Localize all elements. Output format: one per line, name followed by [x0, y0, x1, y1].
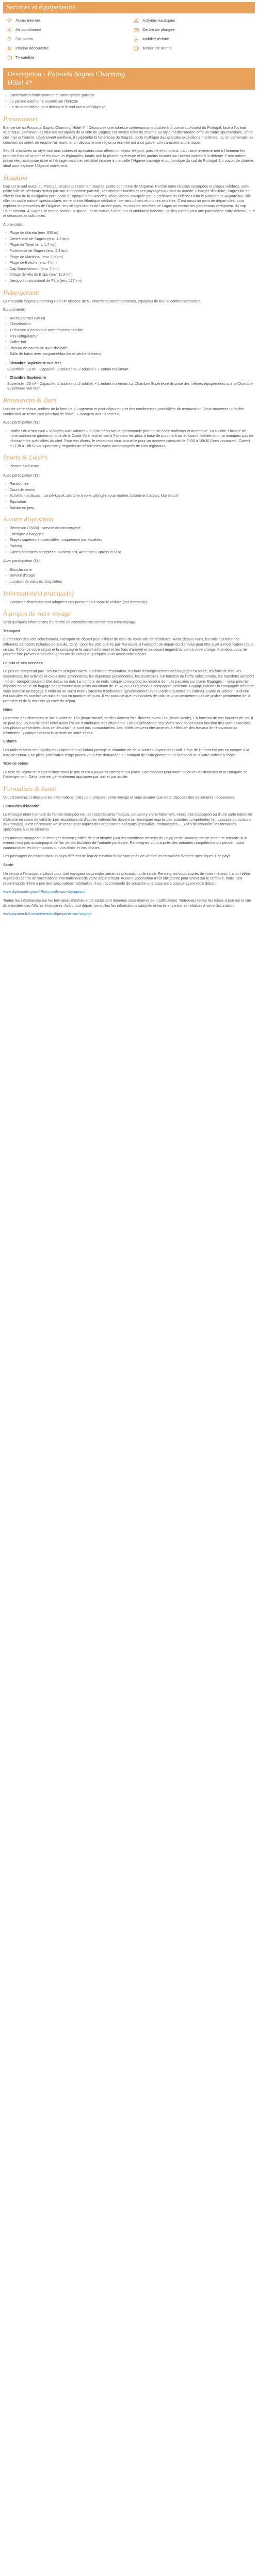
list-item: • Confortables établissement et l'atmosphère paisible — [5, 93, 94, 97]
sports-list — [3, 481, 255, 510]
presentation-paragraph: Ses 51 chambres au style aux tons sobres et apaisants vous offrent un séjour élégant, paisible et lumineux. La cuisine inventive met à l'honneur les produits frais de la mer et les saveurs régionales, tandis que la piscine extérieure et les jardins ouverts sur l'océan invitent à la détente. Entre nature préservée, patrimoine riche et héritage maritime, cet hôtel incarne à merveille l'Algarve sauvage et authentique du sud du Portugal. Un cocon de charme, idéal pour explorer l'Algarve autrement. — [3, 148, 254, 168]
section-heading-restaurants: Restaurants & Bars — [3, 396, 57, 404]
list-item: • Parking — [5, 544, 22, 549]
list-item: • Randonnée — [5, 481, 29, 486]
list-item: • Équitation — [5, 499, 26, 504]
list-item: • Plage de Martinhal (env. 2,9 km) — [5, 254, 63, 259]
list-item: • Plateau de courtoisie avec thé/café — [5, 345, 68, 350]
service-label: Tv satellite — [15, 55, 35, 60]
restaurants-avec-label: Avec participation (€) : — [3, 420, 40, 425]
apropos-hotel-label: Hôtel — [3, 707, 12, 712]
list-item: • La situation idéale peut découvrir le sud-ouest de l'Algarve — [5, 105, 106, 110]
bullet-icon: • — [5, 333, 7, 338]
horse-icon — [6, 36, 12, 42]
section-heading-formalites: Formalités & Santé — [3, 785, 56, 793]
bullet-icon: • — [5, 360, 7, 365]
bullet-icon: • — [5, 567, 7, 572]
room-block — [3, 375, 255, 391]
bullet-icon: • — [5, 230, 7, 235]
presentation-paragraph: Bienvenue au Pousada Sagres Charming Hotel 4* ! Découvrez une adresse contemporaine postée à la pointe sud-ouest du Portugal, face à l'océan Atlantique. Dominant les falaises escarpées de la côte de Sagres, cet ancien hôtel de charme au style méditerranéen offre un cadre spectaculaire, entre ciel, mer et histoire. Légèrement surélevé, il surplombe la forteresse de Sagres, porte mythique des grandes expéditions maritimes. Ici, on contemple les couchers de soleil, on respire l'air marin et on découvre une région préservée qui a su garder son caractère authentique. — [3, 125, 253, 145]
bullet-icon: • — [5, 248, 7, 253]
bullet-icon: • — [5, 345, 7, 350]
service-label: Centre de plongée — [142, 27, 175, 32]
bullet-icon: • — [5, 573, 7, 578]
bullet-icon: • — [5, 340, 7, 345]
list-item: • Balade en jeep — [5, 505, 35, 510]
apropos-hotel: La remise des chambres se fait à partir de 15h (heure locale) et elles doivent être libérées avant 11h (heure locale). En fonction de vos horaires de vol, il se peut que vous arriviez à l'hôtel avant l'heure d'attribution des chambres. Les classifications des hôtels sont données en fonction des normes locales. Les photos présentées dans ce descriptif ne sont pas contractuelles. Les hôtels peuvent être amenés à effectuer des travaux de rénovation ou d'entretien, y compris durant la période de votre séjour. — [3, 716, 253, 735]
list-item: • Salle de bains avec baignoire/douche et sèche-cheveux — [5, 351, 102, 357]
restaurants-list — [3, 429, 255, 448]
room-title: • Chambre Supérieure — [5, 375, 46, 380]
list-item: • Village de Vila do Bispo (env. 11,2 km) — [5, 272, 73, 277]
diving-icon — [133, 27, 139, 33]
service-item-pool — [6, 45, 128, 52]
apropos-tourist: La taxe de séjour n'est pas incluse dans le prix et est à payer directement sur place. Son montant peut varier selon les destinations et la catégorie de l'hébergement. Cette taxe est généralement appliquée par nuit et par adulte. — [3, 769, 248, 779]
service-item-tennis — [133, 45, 255, 52]
sports-free-list — [3, 464, 255, 469]
apropos-transport: En fonction des vols sélectionnés, l'aéroport de départ peut différer de celui de votre ville de résidence. Ainsi, depuis Paris, les vols opéreront de différents aéroports (Charles-de-Gaulle, Orly) : pour les vols opérés par Transavia, à l'aéroport de départ ou d'arrivée peut être sujet à modification (dans ce cas, l'hôtel de votre séjour et la compagnie le seront informés) et les frais d'arrivée et de départ engendrés sont à votre charge. Attention, vous ne pourrez être prévenus des changements de vols que quelques jours avant votre départ. — [3, 637, 254, 657]
list-item: • Profitez du restaurant « Visagem aux Sabores » qui fait découvrir la gastronomie portugaise entre traditions et modernité. La cuisine s'inspire de riche patrimoine gastronomique de la Costa Vicentina et met à l'honneur les plats à base de produits frais et locaux. Idéalement, ne manquez pas de découvrir les spécialités du chef. Pour vos dîners, le restaurant vous accueille pour un moment convivial de 7h30 à 10h30 (hors vacances). Ouvert du 12h à 18h30 vous pourrez y déguster de délicieuses tapas accompagnés de vins régionaux. — [5, 428, 253, 448]
formalites-identity-label: Formalités d'identité — [3, 803, 40, 808]
list-item: • Cartes bancaires acceptées: MasterCard, American Express et Visa — [5, 549, 121, 554]
list-item: • Activités nautiques : canoë-kayak, planche à voile, plongée sous-marine, balade en bateau, kite et surf — [5, 493, 178, 498]
snowflake-icon — [6, 27, 12, 33]
description-band-subtitle: Hôtel 4* — [7, 79, 33, 87]
section-heading-sports: Sports & Loisirs — [3, 453, 47, 462]
swim-icon — [133, 18, 139, 24]
bullet-icon: • — [5, 272, 7, 277]
formalites-health: Un séjour à l'étranger implique pour tout voyageur de prendre certaines précautions de santé. Renseignez-vous auprès de votre médecin traitant et/ou auprès du centre de vaccinations internationales de votre département. Aucune vaccination n'est obligatoire pour entrer sur le territoire, mais il est recommandé d'être à jour des vaccinations habituelles. Il est recommandé de souscrire une assurance voyage avant votre départ. — [3, 871, 250, 886]
services-band-title: Services et équipements — [6, 4, 75, 11]
list-item: • Centre-ville de Sagres (env. 1,2 km) — [5, 236, 69, 241]
list-item: • Blanchisserie — [5, 567, 32, 572]
apropos-intro: Voici quelques informations à prendre en considération concernant votre voyage. — [3, 620, 136, 625]
list-item: • Service d'étage — [5, 573, 35, 578]
list-item: • Plage de Beliche (env. 4 km) — [5, 260, 57, 265]
apropos-tourist-label: Taxe de séjour — [3, 761, 29, 766]
services-grid — [6, 18, 255, 61]
bullet-icon: • — [5, 428, 7, 433]
bullet-icon: • — [5, 328, 7, 332]
situation-paragraph: Cap sur le sud-ouest du Portugal, et plus précisément Sagres, petite commune de l'Algarve. Perché entre falaises escarpées et plages célèbres, cette petite ville de pêcheurs séduit par son atmosphère paisible, ses chemins bordés et ses paysages au bout du monde. Chargée d'histoire, Sagres fut en effet le lieu de la navigation portugaise à l'époque des Grandes Découvertes, marquée par la présence du célèbre Henri le Navigateur. Aujourd'hui, elle offre un cadre naturel spectaculaire, entre océan Atlantique déchaîné, sentiers côtiers et criques secrètes. C'est aussi un point de départ idéal pour explorer les merveilles de l'Algarve : les villages blancs de l'arrière-pays, les criques secrètes de Lagos ou encore les panoramas vertigineux du cap Saint-Vincent. À Sagres, le temps semble suspendu entre nature à l'état pur et ambiance bohème. Un lieu parfait pour une parenthèse entre détente, surf et découvertes culturelles. — [3, 183, 255, 218]
apropos-child-label: Enfants — [3, 739, 17, 744]
room-block — [3, 361, 255, 371]
service-label: Terrain de tennis — [142, 46, 172, 51]
section-heading-presentation: Présentation — [3, 114, 38, 123]
hebergement-paragraph: La Pousada Sagres Charming Hotel 4* dispose de 51 chambres contemporaines, équipées de tout le confort nécessaire. — [3, 298, 202, 303]
list-item: • Aéroport international de Faro (env. 117 km) — [5, 278, 82, 283]
bullet-icon: • — [5, 93, 7, 97]
restaurants-paragraph: Lors de votre séjour, profitez de la formule « Logement et petit-déjeuner » et des nombreuses possibilités de restauration. Vous trouverez un buffet continental au restaurant principal de l'hôtel, « Visagem aux Sabores ». — [3, 406, 244, 416]
apropos-child: Les tarifs enfants sont appliqués uniquement si l'enfant partage la chambre de deux adultes payant plein tarif. L'âge de l'enfant est pris en compte à la date de retour. Une pièce justificative d'âge pourra vous être demandée au moment de l'enregistrement à l'aéroport ou à votre arrivée à l'hôtel. — [3, 748, 249, 757]
bullet-icon: • — [5, 579, 7, 584]
bullet-icon: • — [5, 549, 7, 554]
list-item: • Consigne à bagages — [5, 531, 44, 536]
list-item: • Cap Saint-Vincent (env. 7 km) — [5, 266, 59, 271]
equipments-list — [3, 316, 255, 357]
formalites-passengers: Les passagers en transit dans un pays différent de leur destination finale sont priés de vérifier les formalités d'entrée spécifiques à ce pays. — [3, 854, 232, 859]
list-item: • Plage de Tonel (env. 1,7 km) — [5, 242, 57, 247]
list-item: • Court de tennis — [5, 487, 35, 492]
room-title: • Chambre Supérieure vue Mer — [5, 360, 61, 365]
list-item: • Forteresse de Sagres (env. 2,3 km) — [5, 248, 68, 253]
formalites-identity: Le Portugal étant membre de l'Union Européenne, les ressortissants français, peuvent y entrer librement, munis d'un passeport ou d'une carte nationale d'identité en cours de validité. Les ressortissants d'autres nationalités doivent se renseigner auprès des autorités compétentes (ambassade ou consulat du Portugal). Il est nécessaire de se renseigner auprès des organismes adéquats (consulats, ambassades, …) afin de connaître les formalités spécifiques à votre situation. — [3, 812, 252, 832]
list-item: • Piscine extérieure — [5, 464, 39, 469]
section-heading-apropos: À propos de votre voyage — [3, 609, 71, 618]
list-item: • Coffre-fort — [5, 340, 26, 345]
disposition-avec-label: Avec participation (€) : — [3, 558, 40, 564]
informations-list — [3, 600, 255, 605]
apropos-transport-label: Transport — [3, 628, 21, 633]
disposition-list — [3, 526, 255, 554]
bullet-icon: • — [5, 321, 7, 327]
service-item-horse — [6, 36, 128, 42]
service-label: Mobilité réduite — [142, 37, 169, 42]
wheelchair-icon — [133, 36, 139, 42]
bullet-icon: • — [5, 242, 7, 247]
list-item: • Télévision à écran plat avec chaînes satellite — [5, 328, 84, 332]
service-item-tv — [6, 55, 128, 61]
description-bullets — [3, 93, 255, 110]
apropos-services-label: Le prix et ses services — [3, 660, 43, 665]
disposition-avec-list — [3, 567, 255, 584]
list-item: • Plage de Mareta (env. 950 m) — [5, 230, 59, 235]
description-band-title: Description - Pousada Sagres Charming — [7, 71, 125, 78]
bullet-icon: • — [5, 375, 7, 380]
bullet-icon: • — [5, 505, 7, 510]
bullet-icon: • — [5, 599, 7, 604]
service-item-diving — [133, 27, 255, 33]
distances-list — [3, 230, 255, 283]
service-item-nautical — [133, 18, 255, 24]
bullet-icon: • — [5, 98, 7, 104]
formalites-health2: Toutes les informations sur les formalités d'entrée et de santé sont données sous réserve de modifications. Retrouvez toutes les mises à jour sur le site du ministère des Affaires étrangères. Avant tout départ, consultez les informations complémentaires et sanitaires relatives à votre destination. — [3, 897, 251, 908]
bullet-icon: • — [5, 351, 7, 357]
distances-label: À proximité : — [3, 222, 24, 227]
services-band — [3, 2, 255, 13]
tv-icon — [6, 55, 12, 61]
description-band — [3, 68, 255, 90]
list-item: • Climatisation — [5, 321, 31, 327]
pasteur-link[interactable]: www.pasteur.fr/fr/centre-medical/preparer-son-voyage — [3, 911, 92, 917]
bullet-icon: • — [5, 499, 7, 504]
bullet-icon: • — [5, 544, 7, 549]
bullet-icon: • — [5, 254, 7, 259]
bullet-icon: • — [5, 278, 7, 283]
bullet-icon: • — [5, 531, 7, 536]
service-item-internet — [6, 18, 128, 24]
wifi-icon — [6, 18, 12, 24]
section-heading-situation: Situation — [3, 173, 27, 181]
section-heading-hebergement: Hébergement — [3, 288, 39, 296]
formalites-health-label: Santé — [3, 862, 13, 867]
service-item-mobility — [133, 36, 255, 42]
service-label: Accès internet — [15, 18, 41, 23]
bullet-icon: • — [5, 487, 7, 492]
bullet-icon: • — [5, 537, 7, 543]
equipments-label: Équipements : — [3, 307, 27, 312]
list-item: • Réception (7h/24) - service de conciergerie — [5, 526, 80, 531]
bullet-icon: • — [5, 260, 7, 265]
diplomatie-link[interactable]: www.diplomatie.gouv.fr/fr/conseils-aux-voyageurs/ — [3, 889, 86, 894]
service-label: Activités nautiques — [142, 18, 175, 23]
list-item: • Étages supérieurs accessibles uniquement par escaliers — [5, 537, 102, 543]
tennis-icon — [133, 45, 139, 52]
sports-avec-label: Avec participation (€) : — [3, 472, 40, 478]
pool-icon — [6, 45, 12, 52]
list-item: • La piscine extérieure ouverte sur l'horizon — [5, 98, 78, 104]
bullet-icon: • — [5, 493, 7, 498]
apropos-services: Le prix ne comprend pas : les taxes aéroportuaires, les frais de réservation, les frais d'enregistrement des bagages en soute, les frais de visa, les assurances, les activités et excursions optionnelles, les dépenses personnelles, les pourboires. En fonction de l'offre sélectionnée, les transferts aéroport - hôtel - aéroport peuvent être inclus ou non. Le nombre de nuits indiqué correspond au nombre de nuits passées sur place. Bagages : - vous pourrez déposer en soute un bagage par personne d'un poids maximum de 15 kg ou 20 kg selon la compagnie aérienne. Bagage cabine : la compagnie aérienne vous autorise un bagage à main ou un sac à main / sacoche d'ordinateur (généralement un seul article autorisé en cabine). Durée du séjour : la durée est calculée en nombre de nuits et non en nombre de jours. Il est possible que les horaires de vols ne vous permettent pas de profiter pleinement de la première et de la dernière journée du séjour. — [3, 669, 255, 703]
formalites-minor: Les mineurs voyageant à l'étranger doivent justifier de leur identité (voir les conditions d'entrée du pays) et de l'autorisation de sortie de territoire si le mineur n'est pas accompagné de l'un de ses titulaires de l'autorité parentale. Renseignez-vous auprès des autorités compétentes qui peuvent vous communiquer les informations sur vos droits et vos devoirs. — [3, 835, 247, 850]
list-item: • Mini-réfrigérateur — [5, 333, 38, 338]
service-label: Air conditionné — [15, 27, 42, 32]
bullet-icon: • — [5, 266, 7, 271]
list-item: • Accès internet (Wi-Fi) — [5, 315, 45, 320]
bullet-icon: • — [5, 315, 7, 320]
room-text: Superficie : 18 m² - Capacité : 2 adultes ou 2 adultes + 1 enfant maximum — [7, 366, 128, 371]
section-heading-informations: Information(s) pratique(s) — [3, 589, 74, 597]
bullet-icon: • — [5, 464, 7, 469]
room-text: Superficie : 23 m² - Capacité : 2 adultes ou 2 adultes + 1 enfant maximum La Chambre Supérieure dispose des mêmes équipements que la Chambre Supérieure vue Mer. — [7, 381, 253, 391]
list-item: • Certaines chambres sont adaptées aux personnes à mobilité réduite (sur demande). — [5, 599, 148, 604]
service-item-aircon — [6, 27, 128, 33]
section-heading-disposition: A votre disposition — [3, 515, 54, 523]
service-label: Équitation — [15, 37, 33, 42]
bullet-icon: • — [5, 481, 7, 486]
bullet-icon: • — [5, 105, 7, 110]
bullet-icon: • — [5, 236, 7, 241]
formalites-intro: Vous trouverez ci-dessous les informations utiles pour préparer votre voyage et vous assurer que vous disposez des documents nécessaires. — [3, 795, 235, 800]
list-item: • Location de voitures, bicyclettes — [5, 579, 62, 584]
service-label: Piscine découverte — [15, 46, 49, 51]
bullet-icon: • — [5, 526, 7, 531]
